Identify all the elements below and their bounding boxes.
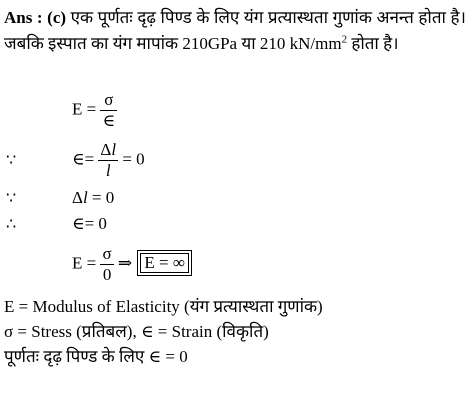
eq5-numerator: σ xyxy=(102,244,112,263)
boxed-result: E = ∞ xyxy=(140,253,189,273)
answer-label: Ans : (c) xyxy=(4,8,67,27)
answer-paragraph xyxy=(4,5,466,57)
eq2-denominator: l xyxy=(105,161,111,180)
because-symbol: ∵ xyxy=(6,150,17,169)
answer-intro-text: एक पूर्णतः दृढ़ पिण्ड के लिए यंग प्रत्यास्थता गुणांक अनन्त होता है। जबकि इस्पात का यंग मापांक 210GPa या 210 kN/mm xyxy=(4,8,466,53)
equation-deformation-zero xyxy=(72,188,114,208)
eq3-delta: Δ xyxy=(72,188,83,207)
eq5-fraction xyxy=(100,244,113,285)
answer-intro-end: होता है। xyxy=(347,34,399,53)
eq2-rhs: = 0 xyxy=(122,149,145,169)
implies-arrow: ⇒ xyxy=(117,253,133,273)
eq2-delta: Δ xyxy=(100,140,112,159)
equation-infinite-modulus xyxy=(72,244,189,285)
eq2-lhs: ∈= xyxy=(72,149,95,169)
eq2-numerator xyxy=(98,140,118,161)
eq3-rhs: = 0 xyxy=(87,188,115,207)
eq2-fraction xyxy=(98,140,118,181)
eq1-fraction xyxy=(100,90,117,131)
therefore-symbol: ∴ xyxy=(6,214,17,233)
equation-strain xyxy=(72,140,145,181)
eq4-text: ∈= 0 xyxy=(72,214,107,233)
eq1-lhs: E = xyxy=(72,99,97,119)
definition-stress-strain: σ = Stress (प्रतिबल), ∈ = Strain (विकृति) xyxy=(4,322,269,341)
eq1-denominator: ∈ xyxy=(102,111,116,130)
equation-modulus-definition xyxy=(72,90,117,131)
definition-rigid-body: पूर्णतः दृढ़ पिण्ड के लिए ∈ = 0 xyxy=(4,347,188,366)
eq1-numerator: σ xyxy=(100,90,117,111)
equation-strain-zero xyxy=(72,214,107,234)
unit-superscript: 2 xyxy=(341,33,348,46)
because-symbol-2: ∵ xyxy=(6,188,17,207)
definition-modulus: E = Modulus of Elasticity (यंग प्रत्यास्थता गुणांक) xyxy=(4,297,323,316)
eq3-length-var: l xyxy=(82,188,88,207)
eq2-length-var: l xyxy=(111,140,117,159)
eq5-lhs: E = xyxy=(72,253,97,273)
eq5-denominator: 0 xyxy=(102,265,112,284)
